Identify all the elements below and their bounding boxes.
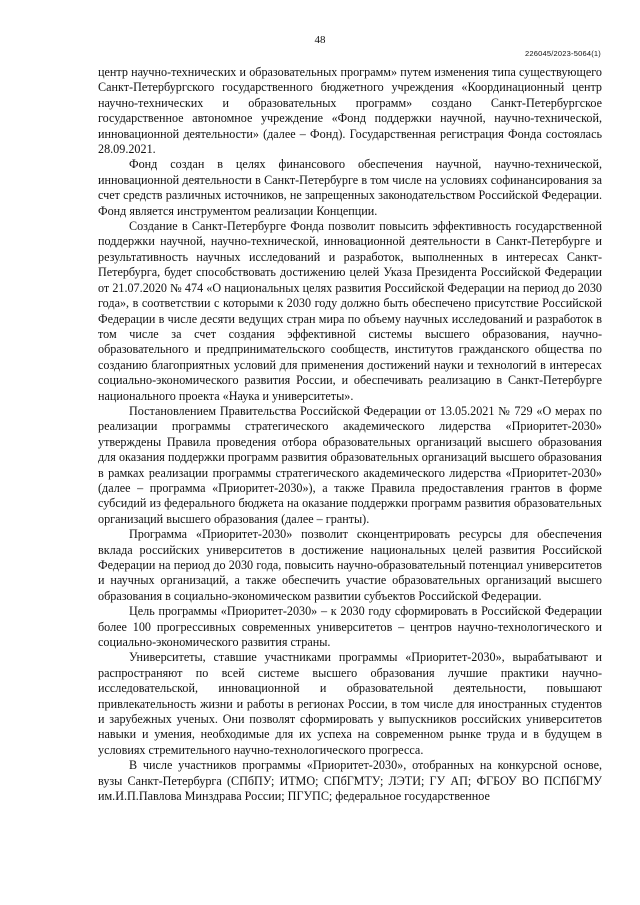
paragraph-universities-role: Университеты, ставшие участниками программы «Приоритет-2030», вырабатывают и распространяют по всей системе высшего образования лучшие практики научно-исследовательской, инновационной и образовательной деятельности, повышают привлекательность жизни и работы в регионах России, в том числе для иностранных студентов и зарубежных ученых. Они позволят сформировать у выпускников российских университетов навыки и умения, необходимые для их успеха на современном рынке труда и в будущем в условиях стремительного научно-технологического прогресса. xyxy=(98,650,602,757)
document-id: 226045/2023-5064(1) xyxy=(525,49,601,58)
paragraph-government-decree: Постановлением Правительства Российской Федерации от 13.05.2021 № 729 «О мерах по реализации программы стратегического академического лидерства «Приоритет-2030» утверждены Правила проведения отбора образовательных организаций высшего образования для оказания поддержки программ развития образовательных организаций высшего образования в рамках реализации программы стратегического академического лидерства «Приоритет-2030» (далее – программа «Приоритет-2030»), а также Правила предоставления грантов в форме субсидий из федерального бюджета на оказание поддержки программ развития образовательных организаций высшего образования (далее – гранты). xyxy=(98,403,602,526)
paragraph-fund-purpose: Фонд создан в целях финансового обеспечения научной, научно-технической, инновационной деятельности в Санкт-Петербурге в том числе на условиях софинансирования за счет средств различных источников, не запрещенных законодательством Российской Федерации. Фонд является инструментом реализации Концепции. xyxy=(98,157,602,218)
paragraph-fund-registration: центр научно-технических и образовательных программ» путем изменения типа существующего Санкт-Петербургского государственного бюджетного учреждения «Координационный центр научно-технических и образовательных программ» создано Санкт-Петербургское государственное автономное учреждение «Фонд поддержки научной, научно-технической, инновационной деятельности» (далее – Фонд). Государственная регистрация Фонда состоялась 28.09.2021. xyxy=(98,65,602,157)
paragraph-fund-effect: Создание в Санкт-Петербурге Фонда позволит повысить эффективность государственной поддержки научной, научно-технической, инновационной деятельности в Санкт-Петербурге и результативность научных исследований и разработок, выполненных в интересах Санкт-Петербурга, будет способствовать достижению целей Указа Президента Российской Федерации от 21.07.2020 № 474 «О национальных целях развития Российской Федерации на период до 2030 года», в соответствии с которыми к 2030 году должно быть обеспечено присутствие Российской Федерации в числе десяти ведущих стран мира по объему научных исследований и разработок в том числе за счет создания эффективной системы высшего образования, научно-образовательного и предпринимательского сообществ, институтов гражданского общества по созданию благоприятных условий для применения достижений науки и технологий в интересах социально-экономического развития России, и обеспечивать реализацию в Санкт-Петербурге национального проекта «Наука и университеты». xyxy=(98,219,602,403)
document-body xyxy=(98,65,602,805)
paragraph-participants: В числе участников программы «Приоритет-2030», отобранных на конкурсной основе, вузы Санкт-Петербурга (СПбПУ; ИТМО; СПбГМТУ; ЛЭТИ; ГУ АП; ФГБОУ ВО ПСПбГМУ им.И.П.Павлова Минздрава России; ПГУПС; федеральное государственное xyxy=(98,758,602,804)
page-number: 48 xyxy=(314,34,326,46)
paragraph-program-goal: Цель программы «Приоритет-2030» – к 2030 году сформировать в Российской Федерации более 100 прогрессивных современных университетов – центров научно-технологического и социально-экономического развития страны. xyxy=(98,604,602,650)
paragraph-priority-program: Программа «Приоритет-2030» позволит сконцентрировать ресурсы для обеспечения вклада российских университетов в достижение национальных целей развития Российской Федерации на период до 2030 года, повысить научно-образовательный потенциал университетов и научных организаций, а также обеспечить участие образовательных организаций высшего образования в социально-экономическом развитии субъектов Российской Федерации. xyxy=(98,527,602,603)
